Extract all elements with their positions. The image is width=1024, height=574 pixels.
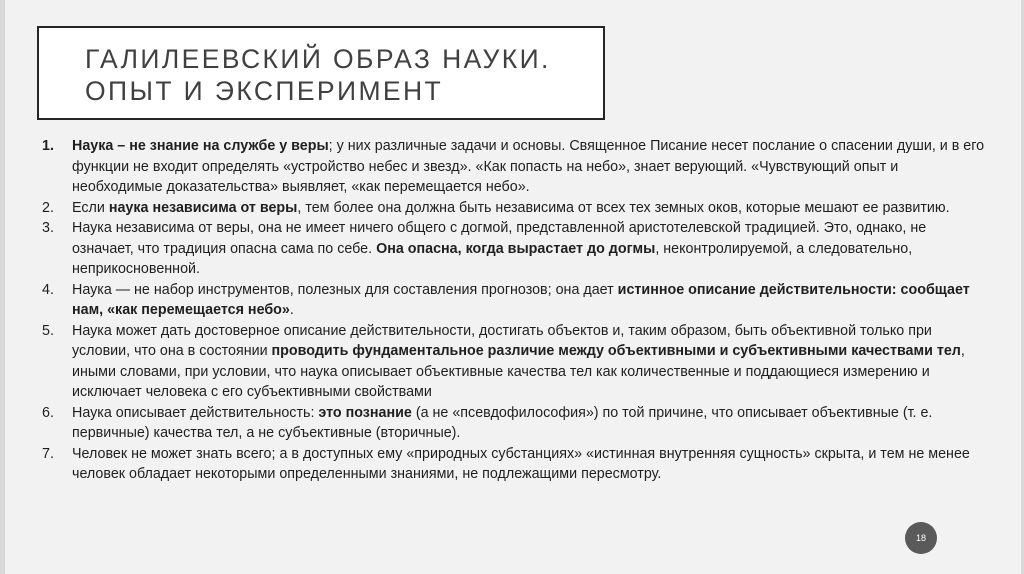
emphasized-text: Она опасна, когда вырастает до догмы [376, 240, 656, 257]
emphasized-text: Наука – не знание на службе у веры [72, 138, 329, 154]
list-item-text: (а не «псевдофилософия») по той причине, что описывает объективные (т. е. первичные) качества тел, а не субъективные (вторичные). [72, 404, 933, 441]
list-item [40, 321, 985, 403]
list-item [40, 403, 985, 444]
list-item-text: Наука — не набор инструментов, полезных для составления прогнозов; она дает [72, 281, 618, 298]
list-item-number: 4. [42, 281, 54, 298]
slide-left-edge [0, 0, 5, 574]
emphasized-text: проводить фундаментальное различие между объективными и субъективными качествами тел [271, 343, 961, 359]
list-item [40, 444, 985, 485]
list-item-number: 5. [42, 322, 54, 339]
slide-title-line-1: ГАЛИЛЕЕВСКИЙ ОБРАЗ НАУКИ. [85, 44, 551, 74]
list-item-number: 7. [42, 445, 54, 462]
page-number-badge: 18 [905, 522, 937, 554]
list-item [40, 280, 985, 321]
list-item-text: Наука независима от веры, она не имеет ничего общего с догмой, представленной аристотелевской традицией. Это, однако, не означает, что традиция опасна сама по себе. [72, 220, 927, 257]
list-item-text: , иными словами, при условии, что наука описывает объективные качества тел как количественные и поддающиеся измерению и исключает человека с его субъективными свойствами [72, 343, 965, 400]
slide-title-line-2: ОПЫТ И ЭКСПЕРИМЕНТ [85, 76, 444, 106]
list-item-text: ; у них различные задачи и основы. Священное Писание несет послание о спасении души, и в его функции не входит определять «устройство небес и звезд». «Как попасть на небо», знает верующий. «Чувствующий опыт и необходимые доказательства» выявляет, «как перемещается небо». [72, 138, 985, 195]
emphasized-text: это познание [318, 404, 412, 421]
list-item-text: Человек не может знать всего; а в доступных ему «природных субстанциях» «истинная внутренняя сущность» скрыта, и тем не менее человек обладает некоторыми определенными знаниями, не подлежащими пересмотру. [72, 445, 970, 482]
list-item-text: , тем более она должна быть независима от всех тех земных оков, которые мешают ее развитию. [297, 199, 950, 216]
title-box [37, 26, 605, 120]
list-item-number: 3. [42, 220, 54, 236]
list-item-number: 1. [42, 138, 54, 154]
emphasized-text: наука независима от веры [108, 199, 298, 216]
list-item-text: . [289, 302, 294, 318]
list-item-text: Наука может дать достоверное описание действительности, достигать объектов и, таким образом, быть объективной только при условии, что она в состоянии [72, 322, 932, 359]
list-item-text: Если [72, 199, 109, 216]
list-item [40, 218, 985, 280]
list-item [40, 136, 985, 198]
emphasized-text: истинное описание действительности: сообщает нам, «как перемещается небо» [72, 281, 970, 318]
slide-body [40, 136, 985, 485]
list-item [40, 198, 985, 219]
list-item-number: 6. [42, 404, 54, 421]
list-item-number: 2. [42, 199, 54, 216]
list-item-text: , неконтролируемой, а следовательно, неприкосновенной. [72, 240, 913, 277]
numbered-list [40, 136, 985, 485]
list-item-text: Наука описывает действительность: [72, 404, 319, 421]
